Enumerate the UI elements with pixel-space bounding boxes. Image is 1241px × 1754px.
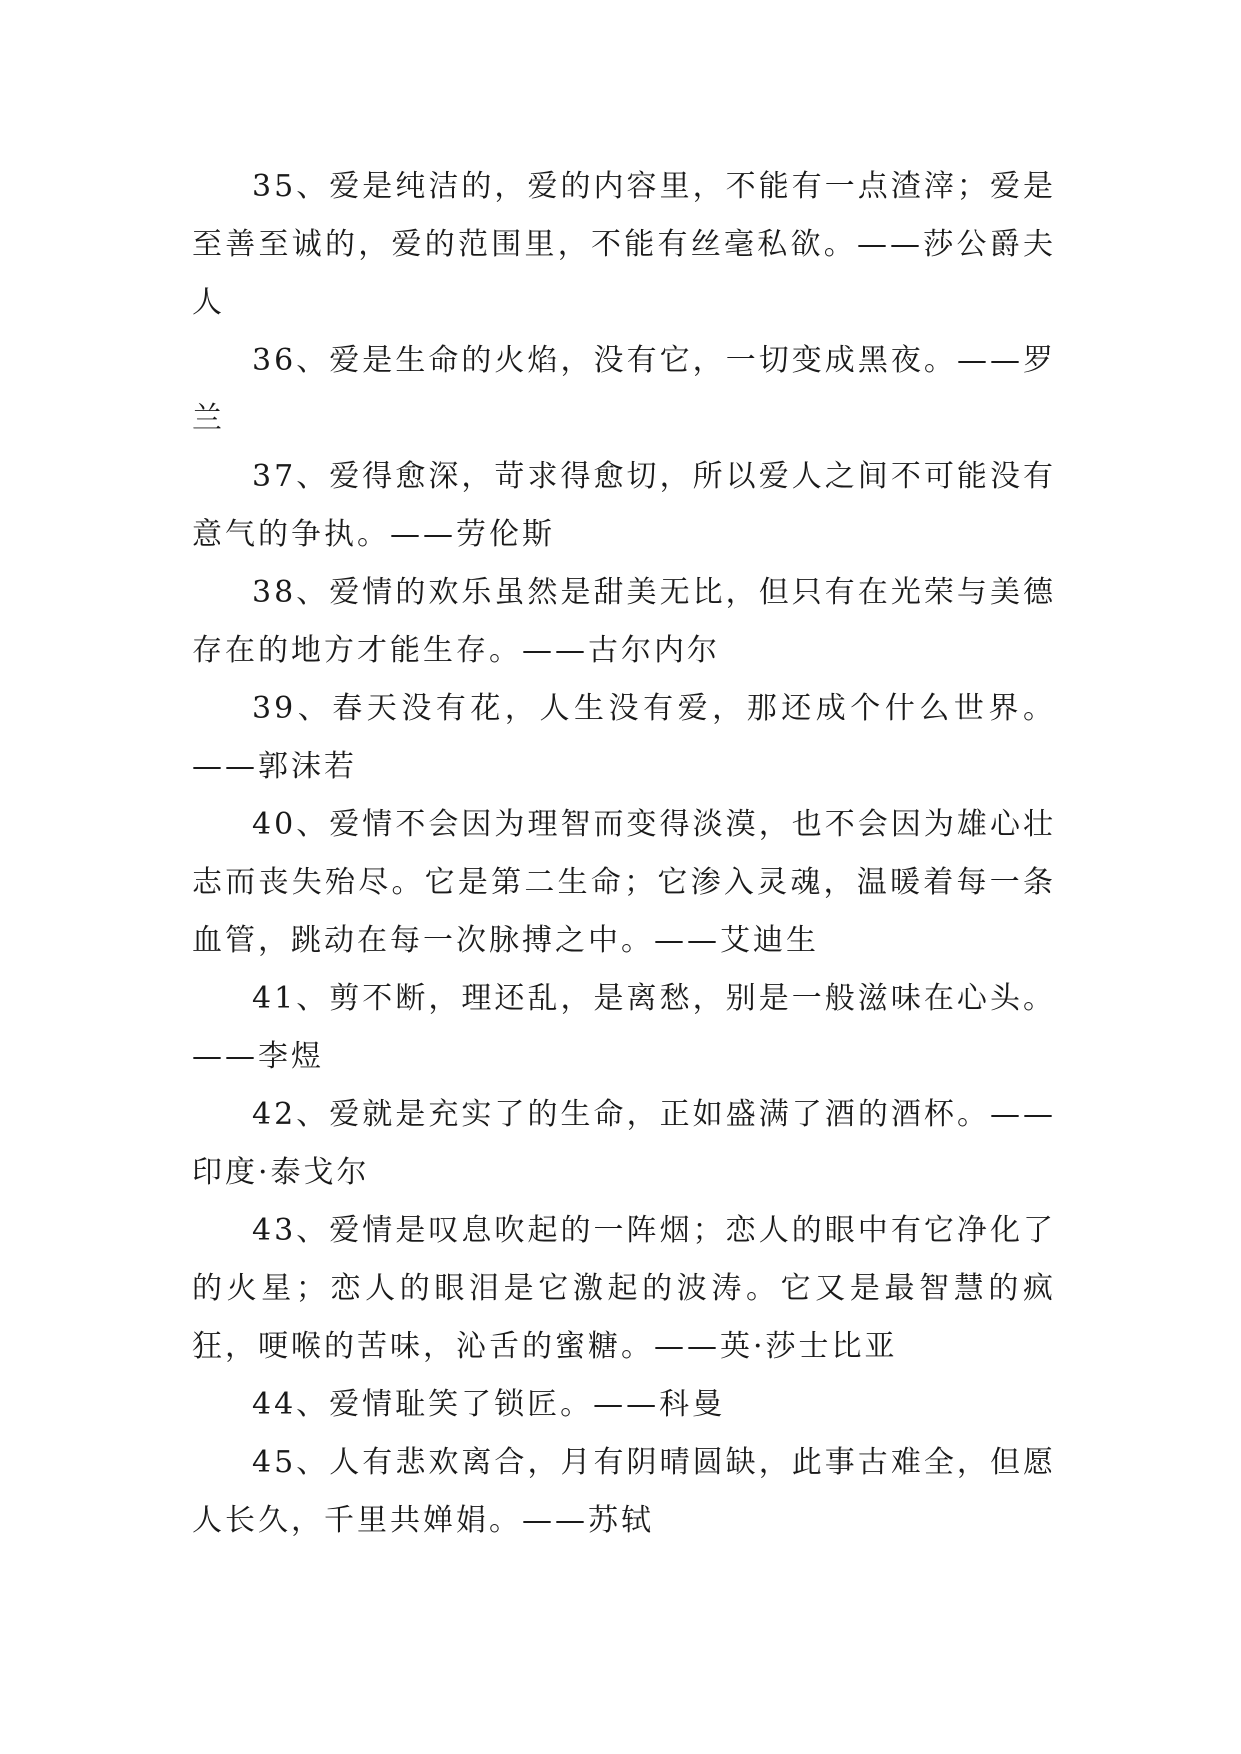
quote-42: 42、爱就是充实了的生命，正如盛满了酒的酒杯。——印度·泰戈尔 <box>192 1097 1056 1190</box>
quote-list <box>192 158 1056 1550</box>
quote-45: 45、人有悲欢离合，月有阴晴圆缺，此事古难全，但愿人长久，千里共婵娟。——苏轼 <box>192 1445 1056 1538</box>
quote-44: 44、爱情耻笑了锁匠。——科曼 <box>252 1387 726 1422</box>
quote-39: 39、春天没有花，人生没有爱，那还成个什么世界。——郭沫若 <box>192 691 1056 784</box>
quote-40: 40、爱情不会因为理智而变得淡漠，也不会因为雄心壮志而丧失殆尽。它是第二生命；它渗入灵魂，温暖着每一条血管，跳动在每一次脉搏之中。——艾迪生 <box>192 807 1056 958</box>
quote-35: 35、爱是纯洁的，爱的内容里，不能有一点渣滓；爱是至善至诚的，爱的范围里，不能有丝毫私欲。——莎公爵夫人 <box>192 169 1056 320</box>
quote-38: 38、爱情的欢乐虽然是甜美无比，但只有在光荣与美德存在的地方才能生存。——古尔内尔 <box>192 575 1056 668</box>
quote-37: 37、爱得愈深，苛求得愈切，所以爱人之间不可能没有意气的争执。——劳伦斯 <box>192 459 1056 552</box>
quote-36: 36、爱是生命的火焰，没有它，一切变成黑夜。——罗兰 <box>192 343 1056 436</box>
quote-43: 43、爱情是叹息吹起的一阵烟；恋人的眼中有它净化了的火星；恋人的眼泪是它激起的波涛。它又是最智慧的疯狂，哽喉的苦味，沁舌的蜜糖。——英·莎士比亚 <box>192 1213 1056 1364</box>
quote-41: 41、剪不断，理还乱，是离愁，别是一般滋味在心头。——李煜 <box>192 981 1056 1074</box>
